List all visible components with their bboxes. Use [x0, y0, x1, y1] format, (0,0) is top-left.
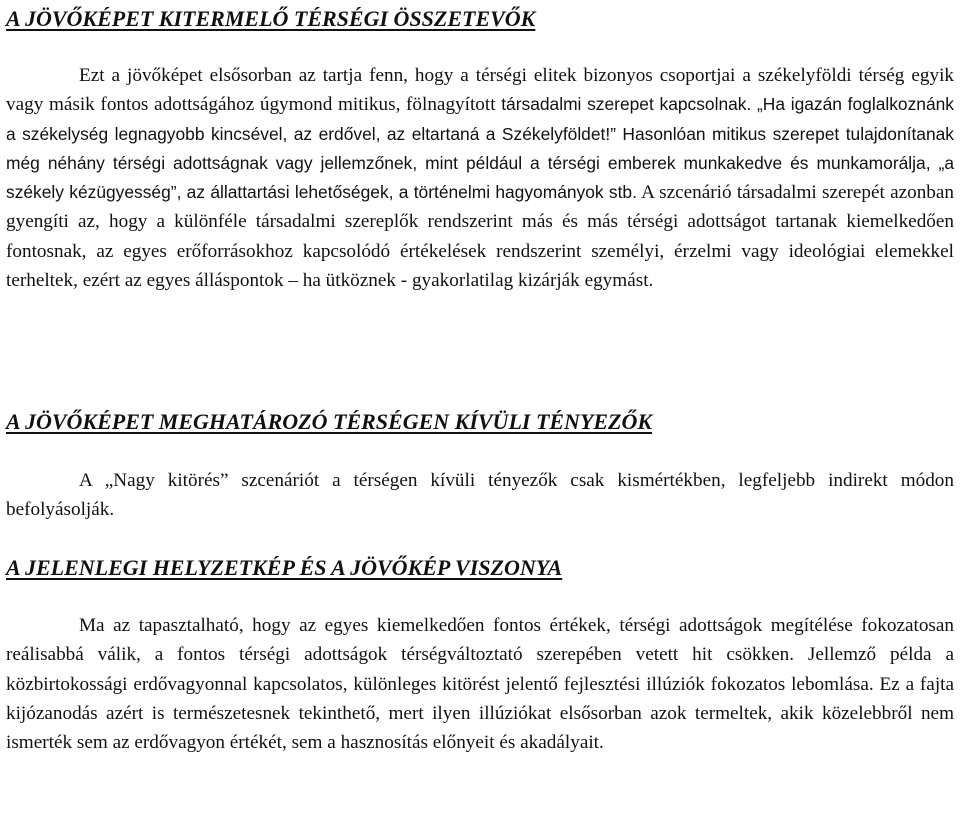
paragraph-run-sans: társadalmi szerepet kapcsolnak. „Ha igazán foglalkoznánk a székelység legnagyobb kincsével, az erdővel, az eltartaná a Székelyföldet!” Hasonlóan mitikus szerepet tulajdonítanak még néhány térségi adottságnak vagy jellemzőnek, mint például a térségi emberek munkakedve és munkamorálja, „a székely kézügyesség”, az állattartási lehetőségek, a történelmi hagyományok stb.	[6, 94, 954, 203]
section-paragraph-2: A „Nagy kitörés” szcenáriót a térségen kívüli tényezők csak kismértékben, legfeljebb indirekt módon befolyásolják.	[6, 470, 954, 521]
section-heading-3: A JELENLEGI HELYZETKÉP ÉS A JÖVŐKÉP VISZONYA	[6, 555, 563, 580]
section-heading-2: A JÖVŐKÉPET MEGHATÁROZÓ TÉRSÉGEN KÍVÜLI TÉNYEZŐK	[6, 409, 653, 434]
paragraph-run-serif: Ezt a jövőképet elsősorban az tartja fenn, hogy a térségi elitek bizonyos csoportjai a székelyföldi térség egyik vagy másik fontos adottságához úgymond mitikus, fölnagyított	[6, 65, 954, 116]
paragraph-run-serif-end: A szcenárió társadalmi szerepét azonban gyengíti az, hogy a különféle társadalmi szereplők rendszerint más és más térségi adottságot tartanak kiemelkedően fontosnak, az egyes erőforrásokhoz kapcsolódó értékelések rendszerint személyi, érzelmi vagy ideológiai elemekkel terheltek, ezért az egyes álláspontok – ha ütköznek - gyakorlatilag kizárják egymást.	[6, 182, 954, 292]
section-heading-1: A JÖVŐKÉPET KITERMELŐ TÉRSÉGI ÖSSZETEVŐK	[6, 6, 536, 31]
section-paragraph-1	[6, 61, 954, 295]
section-paragraph-3: Ma az tapasztalható, hogy az egyes kiemelkedően fontos értékek, térségi adottságok megítélése fokozatosan reálisabbá válik, a fontos térségi adottságok térségváltoztató szerepében vetett hit csökken. Jellemző példa a közbirtokossági erdővagyonnal kapcsolatos, különleges kitörést jelentő fejlesztési illúziók fokozatos lebomlása. Ez a fajta kijózanodás azért is természetesnek tekinthető, mert ilyen illúziókat elsősorban azok termeltek, akik közelebbről nem ismerték sem az erdővagyon értékét, sem a hasznosítás előnyeit és akadályait.	[6, 615, 954, 754]
